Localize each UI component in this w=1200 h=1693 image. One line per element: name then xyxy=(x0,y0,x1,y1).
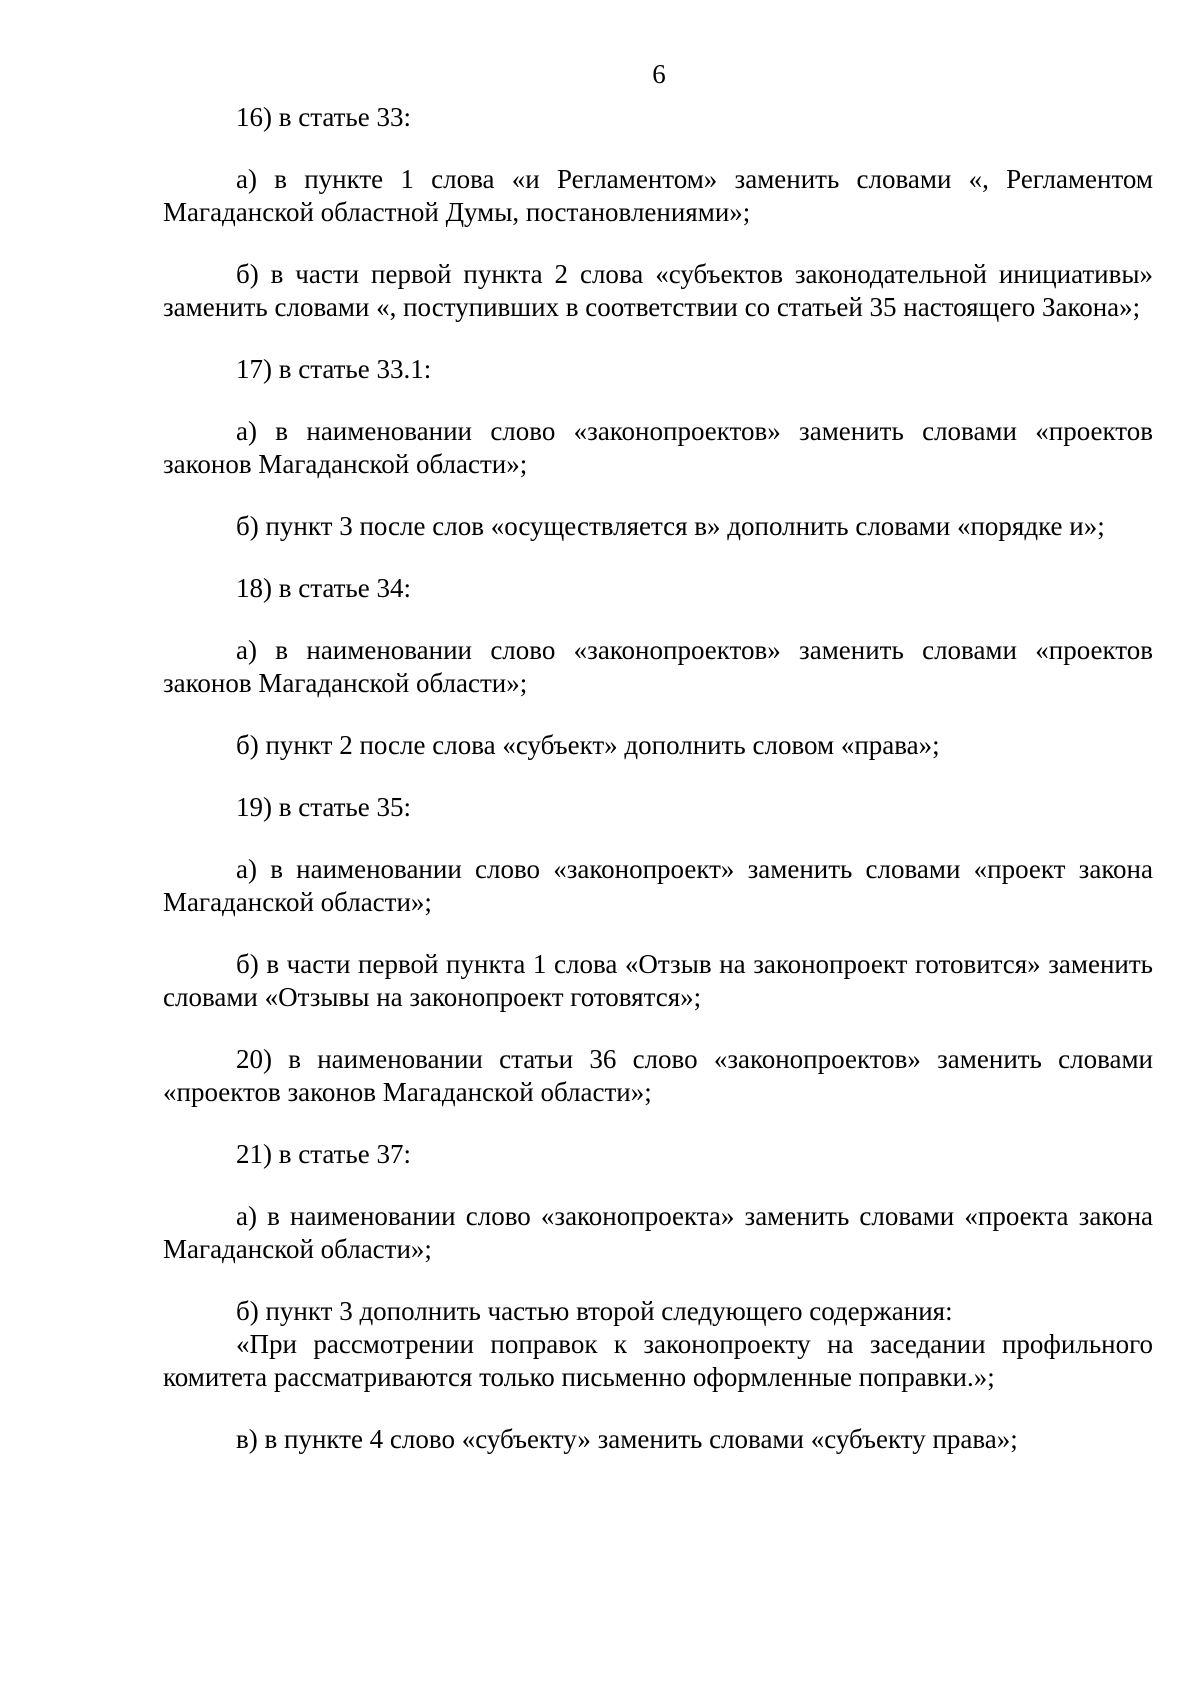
paragraph-item-18a: а) в наименовании слово «законопроектов» заменить словами «проектов законов Магаданской области»; xyxy=(163,635,1153,698)
paragraph-item-18-heading: 18) в статье 34: xyxy=(236,573,411,603)
paragraph-item-16-heading: 16) в статье 33: xyxy=(236,102,411,132)
paragraph-item-17b: б) пункт 3 после слов «осуществляется в» дополнить словами «порядке и»; xyxy=(236,511,1105,541)
paragraph-item-21v: в) в пункте 4 слово «субъекту» заменить словами «субъекту права»; xyxy=(236,1424,1018,1454)
paragraph-item-21b-quote: «При рассмотрении поправок к законопроекту на заседании профильного комитета рассматриваются только письменно оформленные поправки.»; xyxy=(163,1329,1153,1392)
paragraph-item-17-heading: 17) в статье 33.1: xyxy=(236,354,432,384)
paragraph-item-20: 20) в наименовании статьи 36 слово «законопроектов» заменить словами «проектов законов Магаданской области»; xyxy=(163,1044,1153,1107)
paragraph-item-16b: б) в части первой пункта 2 слова «субъектов законодательной инициативы» заменить словами «, поступивших в соответствии со статьей 35 настоящего Закона»; xyxy=(163,259,1153,322)
page-number: 6 xyxy=(652,59,666,89)
paragraph-item-21a: а) в наименовании слово «законопроекта» заменить словами «проекта закона Магаданской области»; xyxy=(163,1201,1153,1264)
paragraph-item-16a: а) в пункте 1 слова «и Регламентом» заменить словами «, Регламентом Магаданской областной Думы, постановлениями»; xyxy=(163,164,1153,227)
document-body xyxy=(163,101,1153,1456)
paragraph-item-21-heading: 21) в статье 37: xyxy=(236,1139,411,1169)
paragraph-item-18b: б) пункт 2 после слова «субъект» дополнить словом «права»; xyxy=(236,730,940,760)
paragraph-item-19b: б) в части первой пункта 1 слова «Отзыв на законопроект готовится» заменить словами «Отзывы на законопроект готовятся»; xyxy=(163,949,1153,1012)
paragraph-item-21b: б) пункт 3 дополнить частью второй следующего содержания: xyxy=(236,1296,953,1326)
paragraph-item-17a: а) в наименовании слово «законопроектов» заменить словами «проектов законов Магаданской области»; xyxy=(163,416,1153,479)
paragraph-item-19-heading: 19) в статье 35: xyxy=(236,792,411,822)
paragraph-item-19a: а) в наименовании слово «законопроект» заменить словами «проект закона Магаданской области»; xyxy=(163,854,1153,917)
